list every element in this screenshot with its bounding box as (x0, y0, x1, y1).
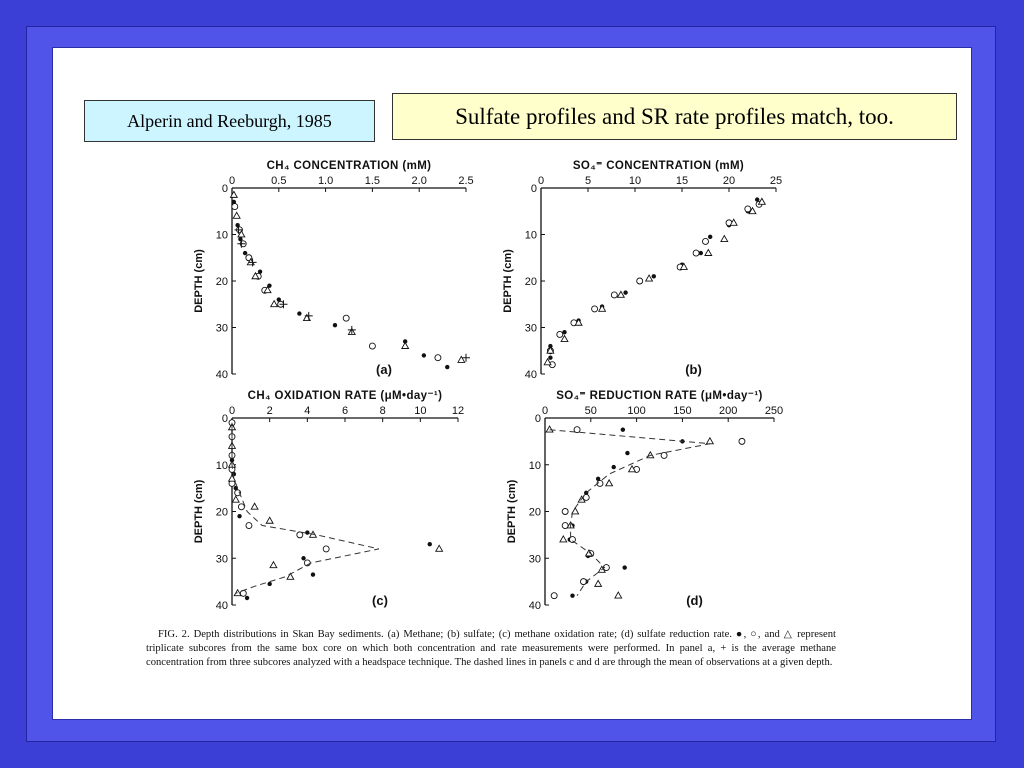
x-tick-label: 10 (628, 175, 642, 187)
y-axis-label: DEPTH (cm) (193, 249, 205, 313)
x-tick-label: 25 (769, 175, 783, 187)
x-tick-label: 10 (414, 405, 427, 417)
y-axis-label: DEPTH (cm) (502, 249, 514, 313)
x-tick-label: 6 (341, 405, 349, 417)
data-point-circle (745, 206, 751, 212)
panel-label: (c) (372, 593, 388, 608)
x-tick-label: 15 (675, 175, 689, 187)
y-axis-label: DEPTH (cm) (193, 479, 205, 544)
data-point-dot (652, 274, 656, 278)
data-point-dot (622, 565, 626, 569)
data-point-triangle (232, 496, 239, 502)
data-point-circle (611, 292, 617, 298)
data-point-circle (661, 452, 667, 458)
x-tick-label: 150 (673, 405, 692, 417)
data-point-triangle (595, 580, 602, 586)
data-point-circle (580, 579, 586, 585)
panel-label: (d) (686, 593, 703, 608)
data-point-dot (428, 542, 432, 546)
data-point-triangle (618, 291, 625, 297)
x-tick-label: 100 (627, 405, 646, 417)
data-point-circle (343, 315, 349, 321)
x-tick-label: 200 (719, 405, 738, 417)
data-point-dot (305, 530, 309, 534)
y-tick-label: 10 (215, 229, 228, 242)
data-point-dot (237, 514, 241, 518)
y-tick-label: 0 (221, 183, 228, 195)
y-tick-label: 0 (534, 413, 541, 425)
y-tick-label: 30 (215, 553, 228, 566)
data-point-dot (243, 251, 247, 255)
data-point-triangle (560, 536, 567, 542)
y-tick-label: 0 (221, 413, 228, 425)
chart-title: SO₄⁼ REDUCTION RATE (μM•day⁻¹) (556, 390, 763, 402)
data-point-dot (422, 353, 426, 357)
data-point-dot (570, 593, 574, 597)
headline-text: Sulfate profiles and SR rate profiles match, too. (455, 103, 894, 129)
y-tick-label: 30 (524, 322, 537, 335)
data-point-triangle (615, 592, 622, 598)
y-tick-label: 40 (215, 600, 228, 612)
data-point-triangle (572, 508, 579, 514)
data-point-circle (238, 504, 244, 510)
x-tick-label: 20 (722, 175, 736, 187)
data-point-dot (333, 323, 337, 327)
data-point-circle (562, 509, 568, 515)
y-tick-label: 20 (524, 276, 537, 288)
y-axis-label: DEPTH (cm) (506, 479, 518, 544)
data-point-triangle (251, 503, 258, 509)
data-point-dot (267, 582, 271, 586)
data-point-triangle (266, 517, 273, 523)
x-tick-label: 1.0 (317, 175, 334, 187)
data-point-dot (311, 572, 315, 576)
data-point-dot (297, 311, 301, 315)
y-tick-label: 10 (528, 459, 541, 472)
data-point-circle (246, 523, 252, 529)
data-point-dot (445, 365, 449, 369)
data-point-triangle (721, 236, 728, 242)
x-tick-label: 0 (537, 175, 545, 187)
citation-text: Alperin and Reeburgh, 1985 (127, 110, 332, 131)
data-point-dot (548, 356, 552, 360)
y-tick-label: 0 (530, 183, 537, 195)
panel-label: (b) (685, 362, 702, 377)
x-tick-label: 2.5 (458, 175, 474, 187)
x-tick-label: 2.0 (411, 175, 427, 187)
panel-label: (a) (376, 362, 392, 377)
data-point-circle (232, 204, 238, 210)
figure-caption (146, 628, 836, 669)
x-tick-label: 0 (541, 405, 549, 417)
data-point-triangle (606, 480, 613, 486)
data-point-dot (625, 451, 629, 455)
data-point-dot (708, 235, 712, 239)
y-tick-label: 40 (524, 369, 537, 381)
x-tick-label: 8 (379, 405, 386, 417)
caption-text: FIG. 2. Depth distributions in Skan Bay sediments. (a) Methane; (b) sulfate; (c) methane oxidation rate; (d) sulfate reduction rate. ●, ○, and △ represent triplicate subcores from the same box core on which both concentration and rate measurements were performed. In panel a, + is the average methane concentration from three subcores analyzed with a headspace technique. The dashed lines in panels c and d are through the mean of observations at a given depth. (146, 629, 836, 668)
x-tick-label: 2 (266, 405, 273, 417)
data-point-circle (739, 438, 745, 444)
data-point-circle (583, 494, 589, 500)
x-tick-label: 4 (304, 405, 311, 417)
data-point-dot (612, 465, 616, 469)
chart-title: CH₄ OXIDATION RATE (μM•day⁻¹) (247, 390, 443, 402)
data-point-circle (592, 306, 598, 312)
x-tick-label: 0.5 (271, 175, 287, 187)
data-point-circle (637, 278, 643, 284)
x-tick-label: 0 (228, 175, 236, 187)
y-tick-label: 10 (524, 229, 537, 242)
y-tick-label: 10 (215, 459, 228, 472)
data-point-dot (245, 596, 249, 600)
y-tick-label: 30 (215, 322, 228, 335)
y-tick-label: 40 (528, 600, 541, 612)
data-point-circle (323, 546, 329, 552)
y-tick-label: 20 (215, 276, 228, 288)
data-point-triangle (705, 250, 712, 256)
data-point-triangle (233, 212, 240, 218)
data-point-triangle (706, 438, 713, 444)
data-point-circle (435, 355, 441, 361)
data-point-triangle (599, 305, 606, 311)
y-tick-label: 30 (528, 553, 541, 566)
data-point-circle (551, 593, 557, 599)
y-tick-label: 40 (215, 369, 228, 381)
chart-title: CH₄ CONCENTRATION (mM) (266, 160, 432, 172)
data-point-triangle (436, 545, 443, 551)
data-point-dot (621, 427, 625, 431)
chart-title: SO₄⁼ CONCENTRATION (mM) (572, 160, 745, 172)
x-tick-label: 50 (584, 405, 597, 417)
data-point-triangle (546, 426, 553, 432)
data-point-circle (703, 238, 709, 244)
x-tick-label: 0 (228, 405, 236, 417)
data-point-triangle (402, 343, 409, 349)
data-point-dot (301, 556, 305, 560)
x-tick-label: 1.5 (364, 175, 381, 187)
data-point-circle (369, 343, 375, 349)
y-tick-label: 20 (215, 506, 228, 519)
data-point-triangle (270, 562, 277, 568)
x-tick-label: 250 (764, 405, 784, 417)
x-tick-label: 12 (451, 405, 465, 417)
data-point-triangle (271, 301, 278, 307)
data-point-circle (557, 331, 563, 337)
data-point-circle (693, 250, 699, 256)
data-point-triangle (646, 275, 653, 281)
data-point-dot (623, 290, 627, 294)
y-tick-label: 20 (528, 506, 541, 519)
x-tick-label: 5 (584, 175, 592, 187)
